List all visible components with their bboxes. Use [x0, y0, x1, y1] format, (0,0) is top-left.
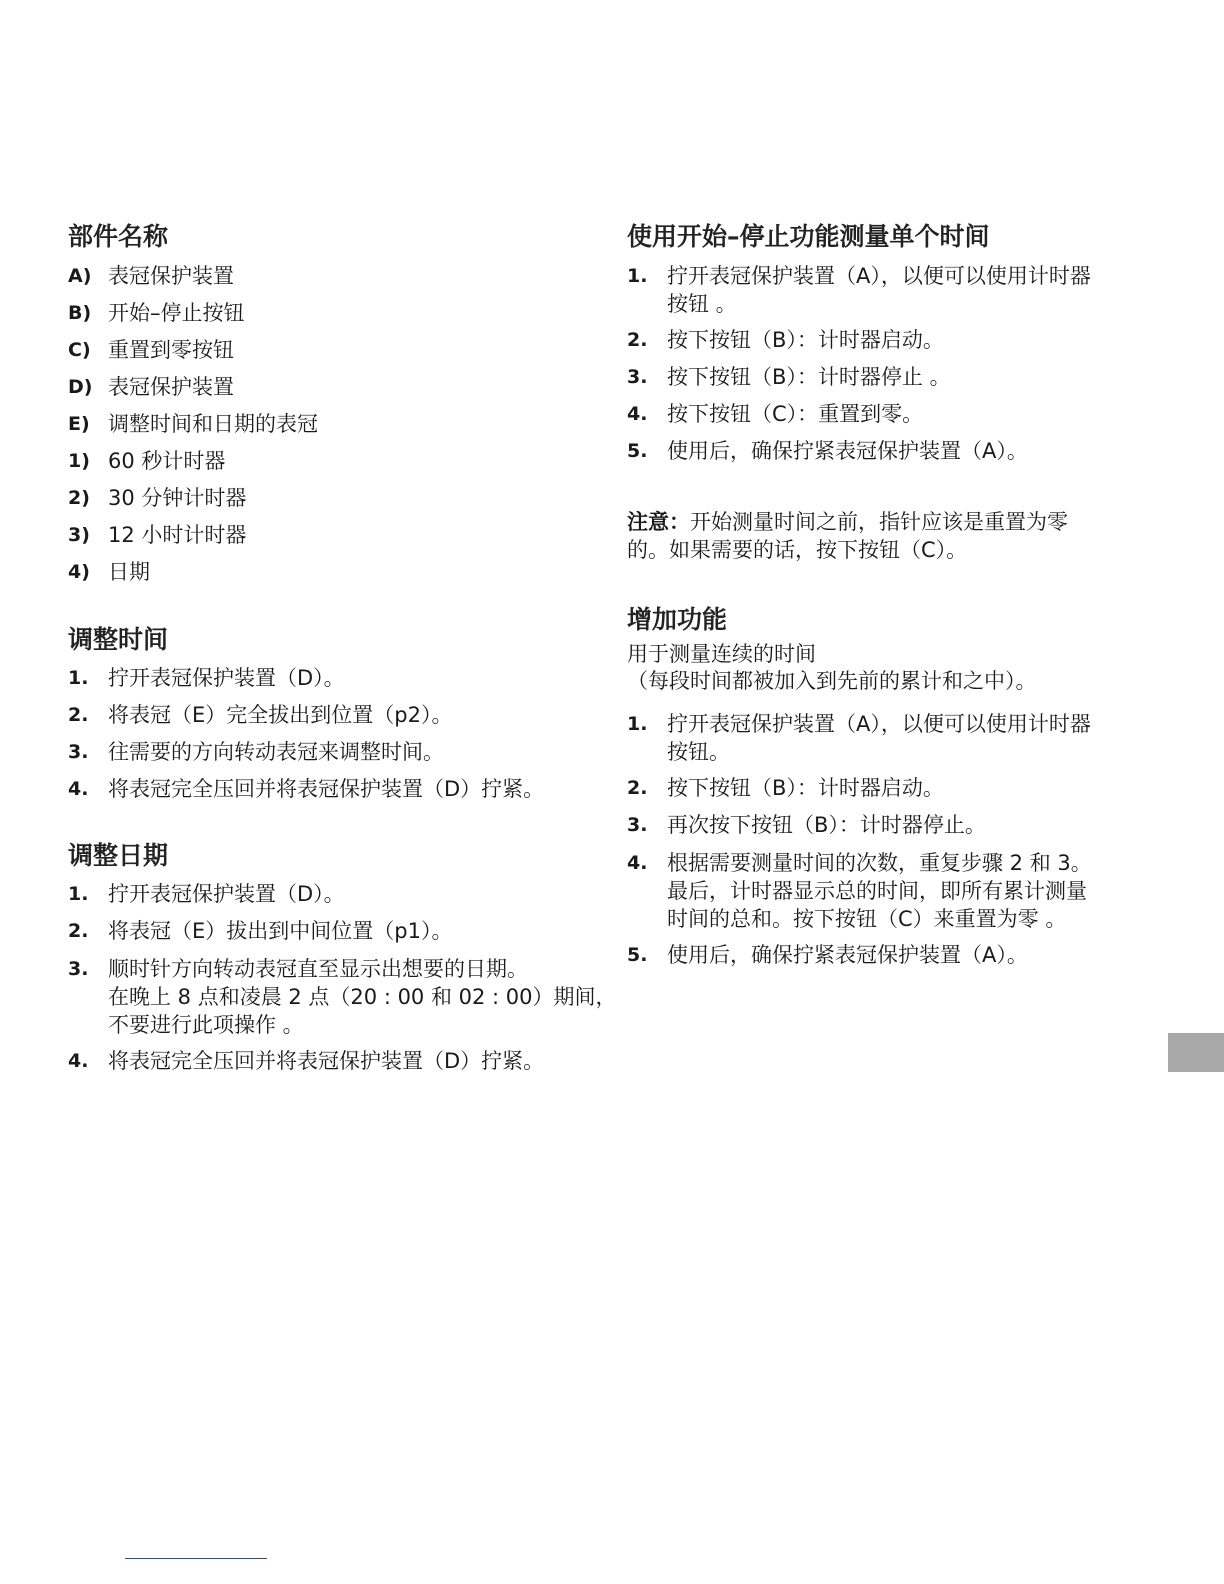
add-function-heading: 增加功能 — [627, 605, 728, 634]
step-text: 时间的总和。按下按钮（C）来重置为零 。 — [667, 907, 1067, 931]
step-number: 2. — [627, 777, 648, 799]
step-text: 使用后，确保拧紧表冠保护装置（A）。 — [667, 943, 1028, 967]
parts-item-label: E) — [68, 413, 90, 435]
parts-item-label: 3) — [68, 524, 90, 546]
step-text: 按下按钮（B）：计时器停止 。 — [667, 365, 951, 389]
step-text: 往需要的方向转动表冠来调整时间。 — [108, 740, 444, 764]
single-time-heading: 使用开始–停止功能测量单个时间 — [627, 222, 990, 251]
parts-item-text: 重置到零按钮 — [108, 338, 234, 362]
step-text: 不要进行此项操作 。 — [108, 1013, 304, 1037]
parts-item-text: 60 秒计时器 — [108, 449, 226, 473]
step-number: 4. — [68, 778, 89, 800]
parts-item-label: A) — [68, 265, 92, 287]
step-text: 拧开表冠保护装置（D）。 — [108, 882, 345, 906]
step-number: 2. — [627, 329, 648, 351]
note-line-1 — [627, 509, 1068, 536]
step-number: 3. — [68, 958, 89, 980]
step-number: 5. — [627, 440, 648, 462]
step-number: 2. — [68, 920, 89, 942]
parts-item-text: 日期 — [108, 560, 150, 584]
step-number: 1. — [68, 667, 89, 689]
parts-item-text: 12 小时计时器 — [108, 523, 247, 547]
parts-item-label: 1) — [68, 450, 90, 472]
adjust-time-heading: 调整时间 — [68, 625, 169, 654]
step-text: 使用后，确保拧紧表冠保护装置（A）。 — [667, 439, 1028, 463]
parts-item-label: D) — [68, 376, 93, 398]
step-text: 按钮。 — [667, 740, 730, 764]
step-number: 4. — [627, 403, 648, 425]
step-text: 按下按钮（B）：计时器启动。 — [667, 328, 944, 352]
parts-item-label: C) — [68, 339, 91, 361]
step-text: 按下按钮（B）：计时器启动。 — [667, 776, 944, 800]
parts-item-text: 30 分钟计时器 — [108, 486, 247, 510]
step-number: 4. — [68, 1050, 89, 1072]
parts-item-text: 表冠保护装置 — [108, 375, 234, 399]
note-line-2: 的。如果需要的话，按下按钮（C）。 — [627, 538, 968, 562]
step-number: 2. — [68, 704, 89, 726]
step-number: 3. — [68, 741, 89, 763]
step-text: 将表冠完全压回并将表冠保护装置（D）拧紧。 — [108, 777, 545, 801]
step-text: 按钮 。 — [667, 292, 737, 316]
step-text: 将表冠完全压回并将表冠保护装置（D）拧紧。 — [108, 1049, 545, 1073]
step-number: 4. — [627, 852, 648, 874]
note-text: 开始测量时间之前，指针应该是重置为零 — [690, 510, 1068, 534]
note-label: 注意： — [627, 510, 690, 534]
parts-item-text: 开始–停止按钮 — [108, 301, 245, 325]
step-number: 3. — [627, 814, 648, 836]
parts-heading: 部件名称 — [68, 222, 169, 251]
step-text: 将表冠（E）完全拔出到位置（p2）。 — [108, 703, 453, 727]
step-text: 将表冠（E）拔出到中间位置（p1）。 — [108, 919, 453, 943]
parts-item-label: B) — [68, 302, 92, 324]
step-number: 1. — [627, 265, 648, 287]
step-number: 1. — [68, 883, 89, 905]
footer-rule — [125, 1558, 267, 1559]
step-number: 1. — [627, 713, 648, 735]
add-function-intro: 用于测量连续的时间 — [627, 642, 816, 666]
adjust-date-heading: 调整日期 — [68, 841, 169, 870]
chapter-tab-marker — [1168, 1033, 1224, 1072]
parts-item-text: 调整时间和日期的表冠 — [108, 412, 318, 436]
step-number: 3. — [627, 366, 648, 388]
step-text: 最后，计时器显示总的时间，即所有累计测量 — [667, 879, 1087, 903]
parts-item-label: 2) — [68, 487, 90, 509]
parts-item-text: 表冠保护装置 — [108, 264, 234, 288]
step-text: 拧开表冠保护装置（A），以便可以使用计时器 — [667, 264, 1091, 288]
step-text: 拧开表冠保护装置（A），以便可以使用计时器 — [667, 712, 1091, 736]
step-text: 再次按下按钮（B）：计时器停止。 — [667, 813, 986, 837]
step-text: 按下按钮（C）：重置到零。 — [667, 402, 924, 426]
parts-item-label: 4) — [68, 561, 90, 583]
step-text: 在晚上 8 点和凌晨 2 点（20 : 00 和 02 : 00）期间， — [108, 985, 617, 1009]
step-text: 顺时针方向转动表冠直至显示出想要的日期。 — [108, 957, 528, 981]
step-text: 拧开表冠保护装置（D）。 — [108, 666, 345, 690]
step-text: 根据需要测量时间的次数，重复步骤 2 和 3。 — [667, 851, 1092, 875]
step-number: 5. — [627, 944, 648, 966]
add-function-intro: （每段时间都被加入到先前的累计和之中）。 — [627, 669, 1037, 693]
